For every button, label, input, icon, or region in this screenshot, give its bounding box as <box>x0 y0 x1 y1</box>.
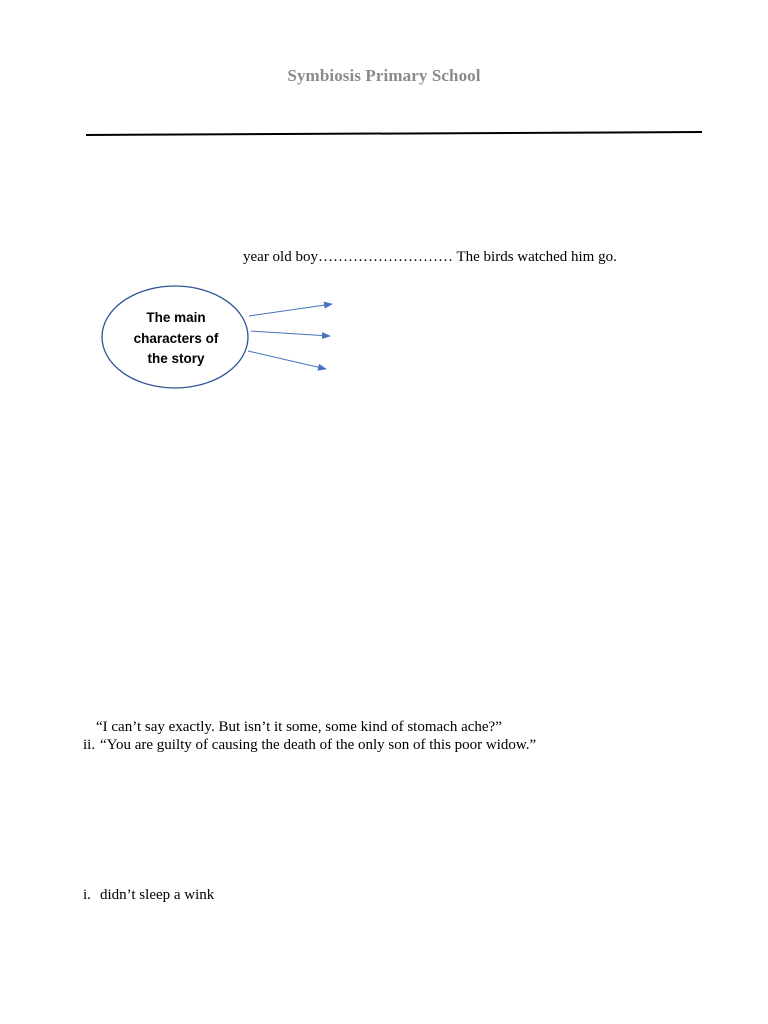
phrase-item <box>83 886 214 904</box>
arrow-1 <box>249 304 332 316</box>
arrow-2 <box>251 331 330 336</box>
quote-text: “You are guilty of causing the death of the only son of this poor widow.” <box>100 737 537 753</box>
oval-label-line: the story <box>147 351 205 366</box>
quote-text: “I can’t say exactly. But isn’t it some, some kind of stomach ache?” <box>96 719 502 735</box>
passage-sentence: year old boy……………………… The birds watched him go. <box>243 249 617 265</box>
oval-label-line: characters of <box>133 330 219 346</box>
quote-number: ii. <box>83 737 96 753</box>
phrase-number: i. <box>83 887 91 903</box>
oval-label-line: The main <box>146 310 206 325</box>
school-title: Symbiosis Primary School <box>287 66 481 85</box>
arrow-3 <box>248 351 326 369</box>
quote-item <box>96 718 502 736</box>
oval-label <box>104 308 248 370</box>
header-divider <box>86 125 702 141</box>
quote-item <box>83 736 536 754</box>
phrase-text: didn’t sleep a wink <box>100 887 215 903</box>
